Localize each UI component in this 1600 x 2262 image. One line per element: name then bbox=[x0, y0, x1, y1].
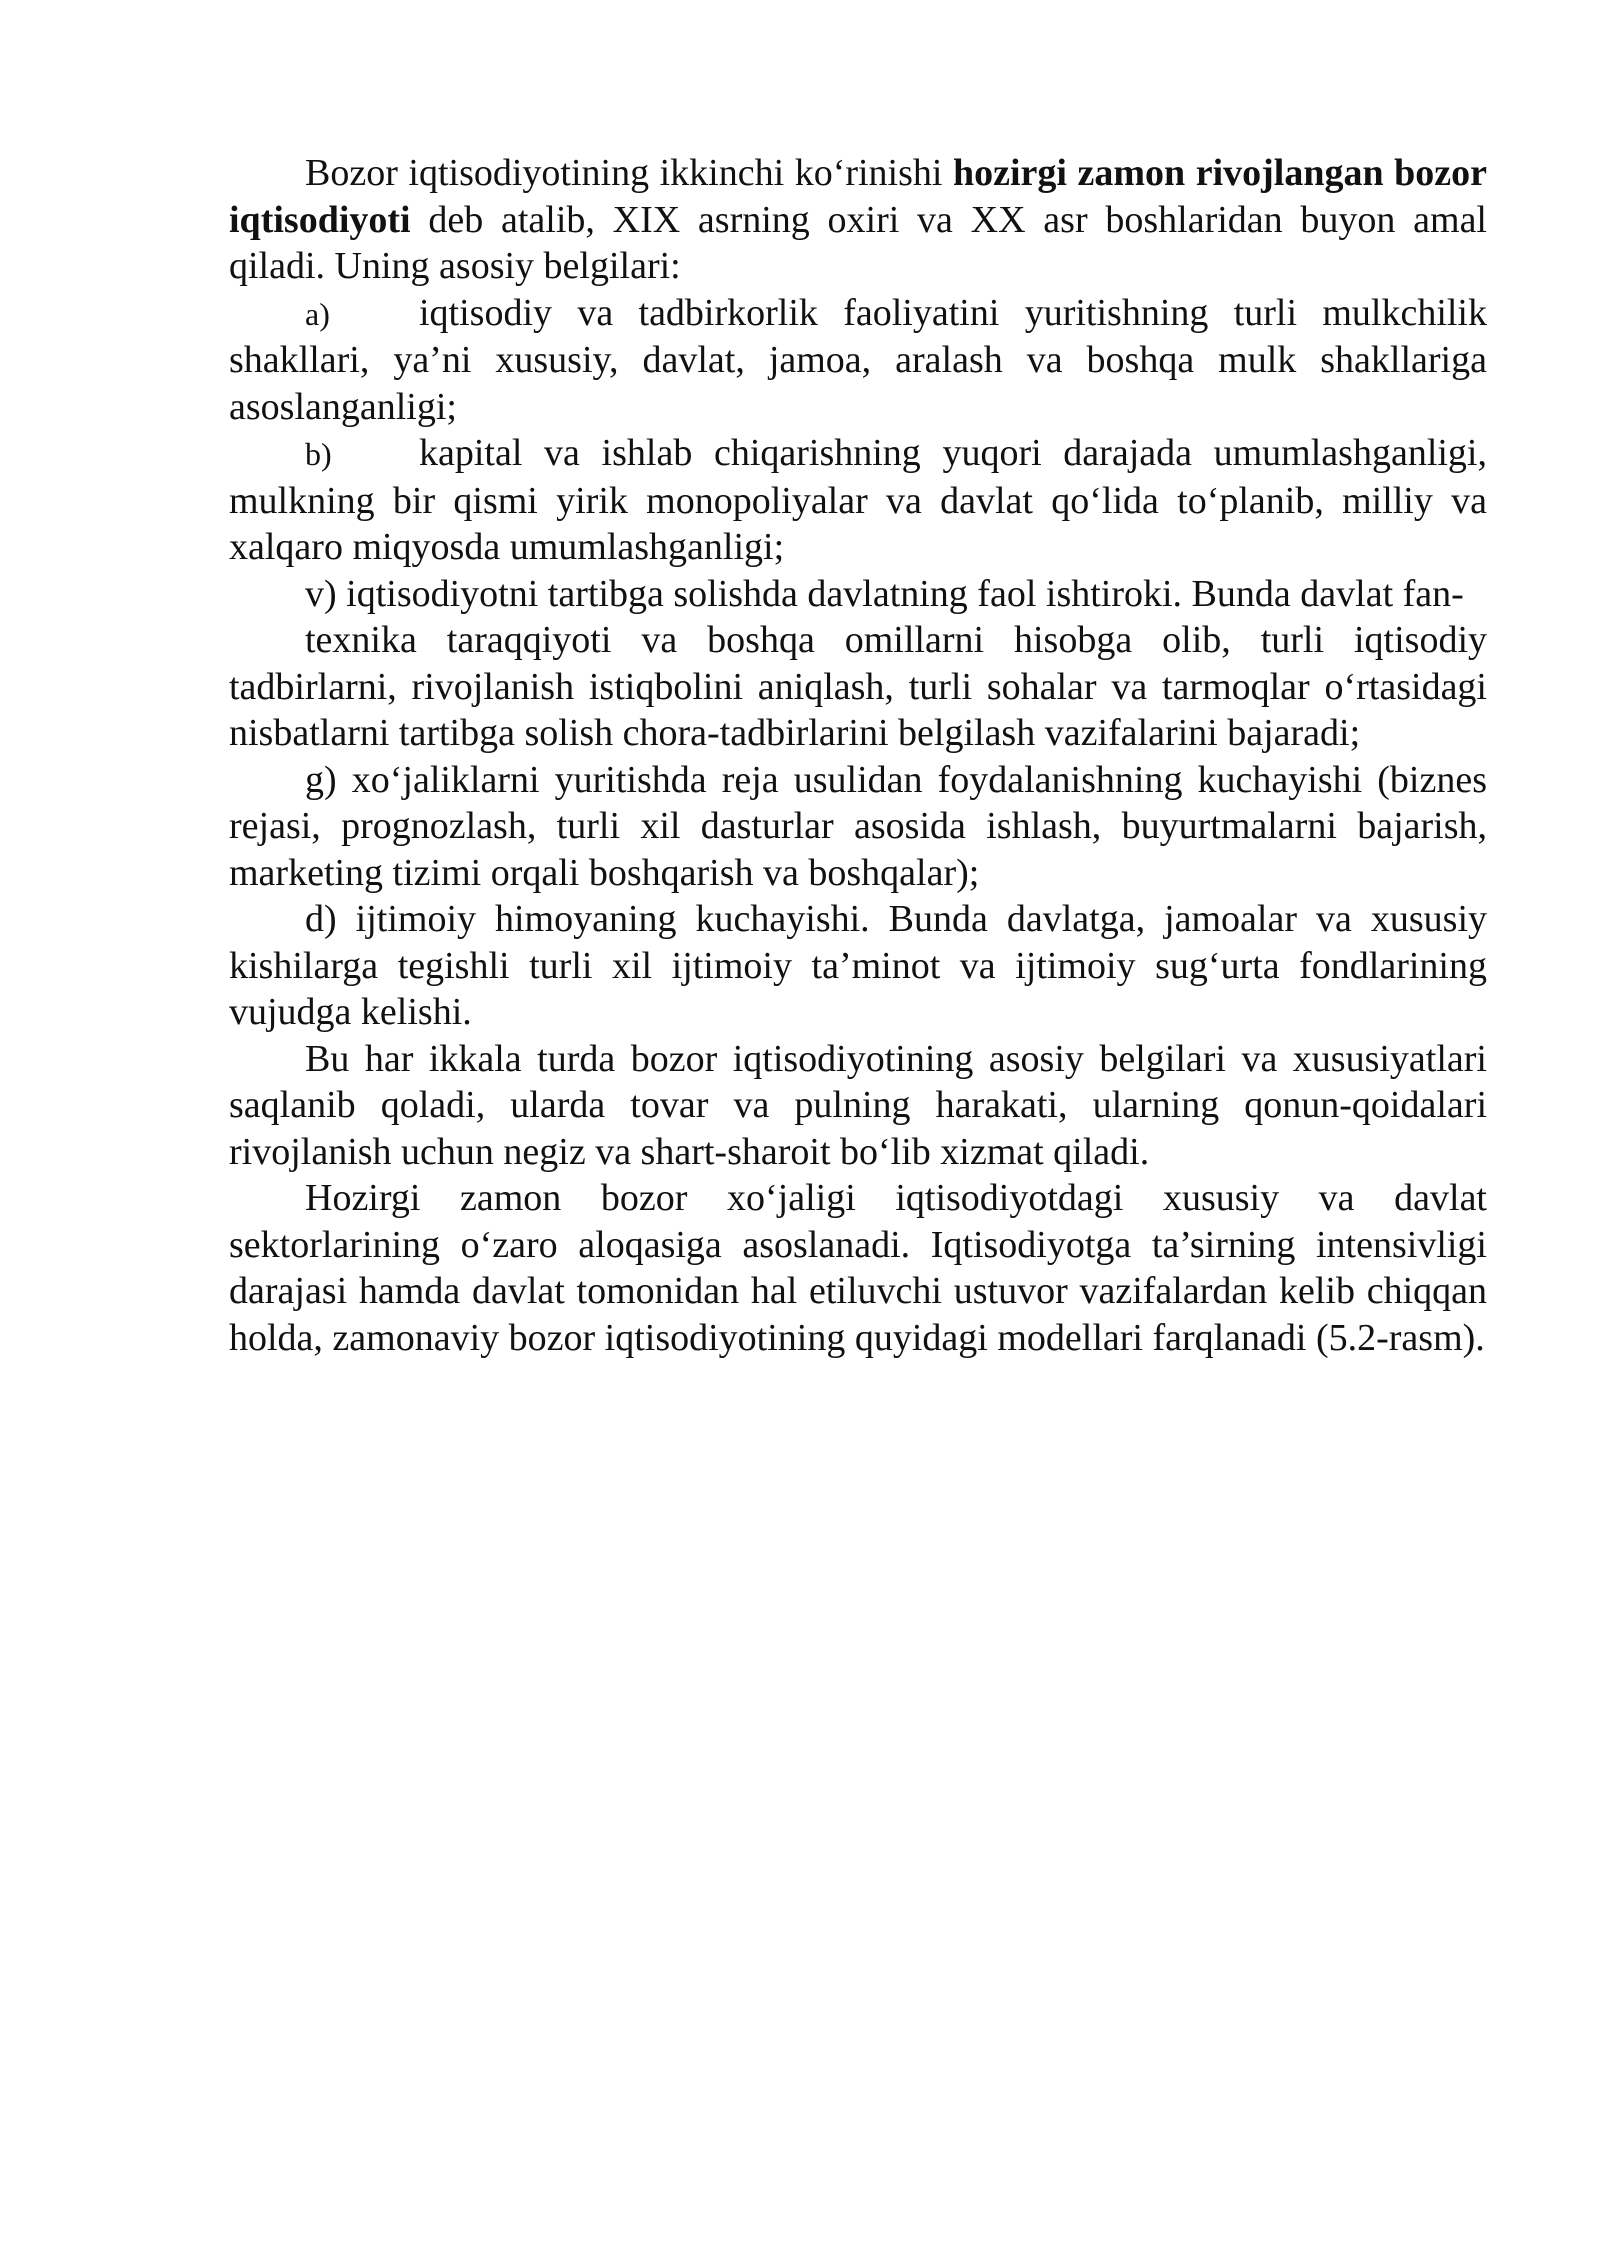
paragraph-both-types: Bu har ikkala turda bozor iqtisodiyotining asosiy belgilari va xususiyatlari saqlanib qoladi, ularda tovar va pulning harakati, ularning qonun-qoidalari rivojlanish uchun negiz va shart-sharoit bo‘lib xizmat qiladi. bbox=[229, 1037, 1487, 1173]
list-item-a bbox=[229, 290, 1487, 431]
list-item-v: v) iqtisodiyotni tartibga solishda davlatning faol ishtiroki. Bunda davlat fan- bbox=[305, 572, 1464, 615]
list-text-a: iqtisodiy va tadbirkorlik faoliyatini yuritishning turli mulkchilik shakllari, ya’ni xususiy, davlat, jamoa, aralash va boshqa mulk shakllariga asoslanganligi; bbox=[229, 291, 1487, 428]
list-item-g: g) xo‘jaliklarni yuritishda reja usulidan foydalanishning kuchayishi (biznes rejasi, prognozlash, turli xil dasturlar asosida ishlash, buyurtmalarni bajarish, marketing tizimi orqali boshqarish va boshqalar); bbox=[229, 758, 1487, 894]
list-label-b: b) bbox=[305, 436, 332, 472]
intro-text-end: deb atalib, XIX asrning oxiri va XX asr boshlaridan buyon amal qiladi. Uning asosiy belgilari: bbox=[229, 198, 1487, 287]
list-item-v-continued: texnika taraqqiyoti va boshqa omillarni hisobga olib, turli iqtisodiy tadbirlarni, rivojlanish istiqbolini aniqlash, turli sohalar va tarmoqlar o‘rtasidagi nisbatlarni tartibga solish chora-tadbirlarini belgilash vazifalarini bajaradi; bbox=[229, 619, 1487, 754]
intro-bold-term: hozirgi zamon rivojlangan bozor iqtisodiyoti bbox=[229, 152, 1487, 241]
paragraph-modern-market: Hozirgi zamon bozor xo‘jaligi iqtisodiyotdagi xususiy va davlat sektorlarining o‘zaro aloqasiga asoslanadi. Iqtisodiyotga ta’sirning intensivligi darajasi hamda davlat tomonidan hal etiluvchi ustuvor vazifalardan kelib chiqqan holda, zamonaviy bozor iqtisodiyotining quyidagi modellari farqlanadi (5.2-rasm). bbox=[229, 1177, 1487, 1359]
document-page bbox=[229, 150, 1487, 1361]
intro-text-start: Bozor iqtisodiyotining ikkinchi ko‘rinishi bbox=[305, 152, 953, 194]
list-item-b bbox=[229, 430, 1487, 571]
paragraph-intro bbox=[229, 150, 1487, 290]
list-text-b: kapital va ishlab chiqarishning yuqori darajada umumlashganligi, mulkning bir qismi yirik monopoliyalar va davlat qo‘lida to‘planib, milliy va xalqaro miqyosda umumlashganligi; bbox=[229, 432, 1487, 568]
list-item-d: d) ijtimoiy himoyaning kuchayishi. Bunda davlatga, jamoalar va xususiy kishilarga tegishli turli xil ijtimoiy ta’minot va ijtimoiy sug‘urta fondlarining vujudga kelishi. bbox=[229, 898, 1487, 1033]
list-label-a: a) bbox=[305, 295, 330, 332]
